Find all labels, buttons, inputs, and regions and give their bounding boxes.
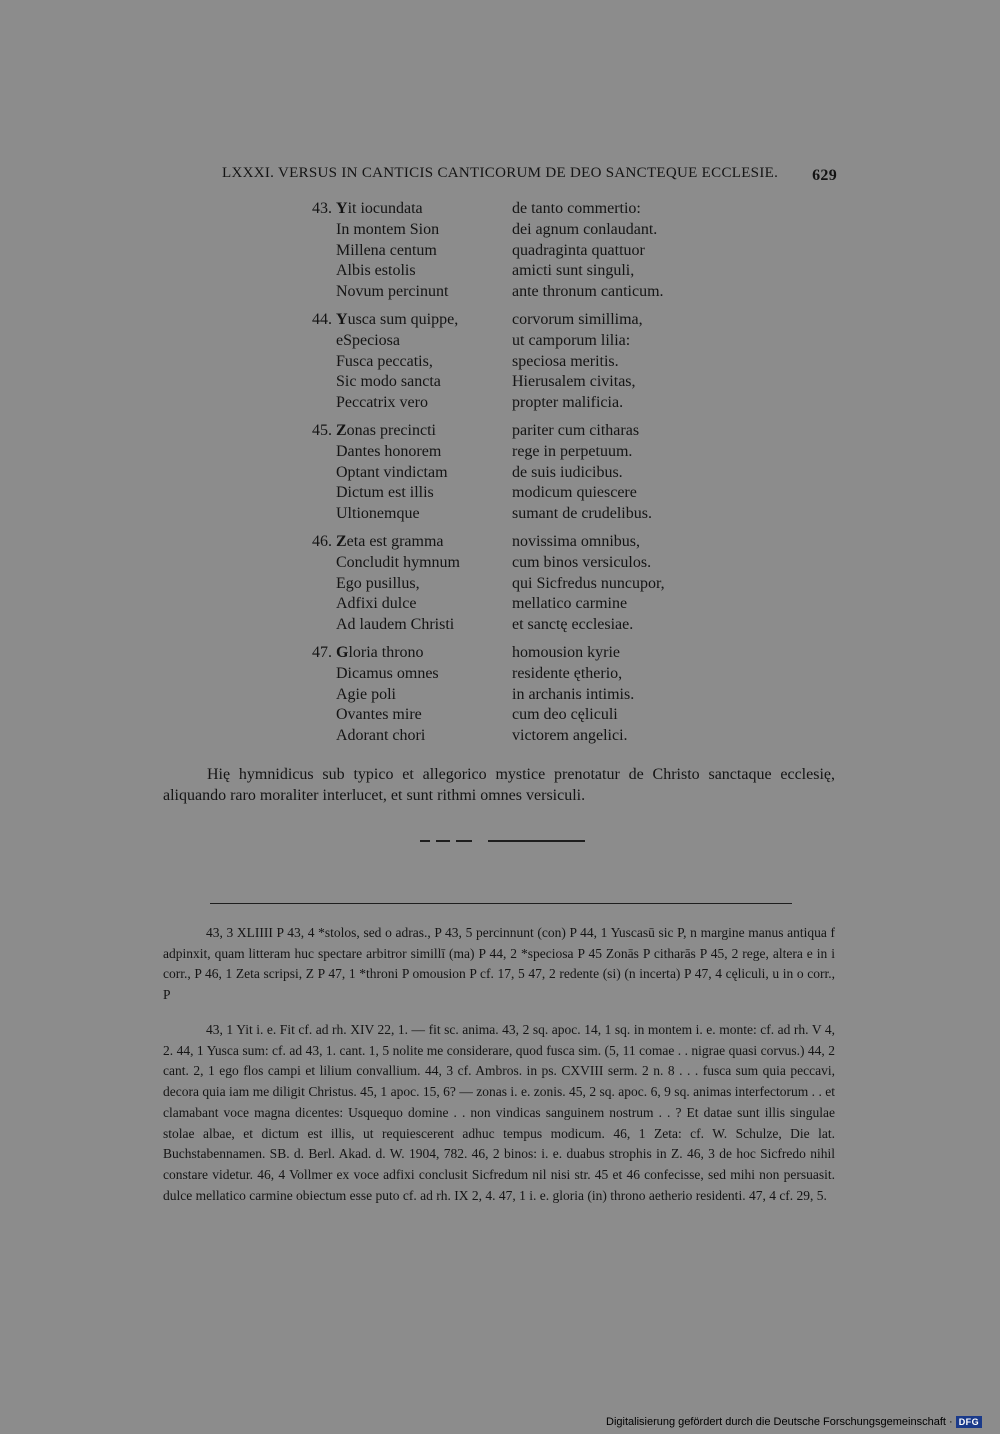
verse-line [300, 532, 720, 553]
stanza [300, 310, 720, 414]
verse-first-half-text: loria throno [348, 643, 424, 661]
verse-line [300, 726, 720, 747]
verse-line [300, 574, 720, 595]
verse-first-half-text: Ego pusillus, [336, 574, 420, 592]
poem-stanzas [300, 199, 720, 754]
verse-first-half-text: Novum percinunt [336, 283, 449, 301]
verse-second-half: amicti sunt singuli, [512, 262, 635, 280]
verse-line [300, 352, 720, 373]
verse-first-half-text: Ad laudem Christi [336, 616, 455, 634]
stanza [300, 643, 720, 747]
verse-second-half: rege in perpetuum. [512, 442, 633, 460]
verse-second-half: cum deo cęliculi [512, 706, 618, 724]
apparatus-fontium [163, 1020, 835, 1206]
verse-first-half-text: Sic modo sancta [336, 373, 441, 391]
verse-first-half [336, 352, 433, 373]
verse-line [300, 331, 720, 352]
verse-second-half: dei agnum conlaudant. [512, 220, 658, 238]
verse-first-half [336, 483, 434, 504]
verse-first-half-text: Ovantes mire [336, 706, 422, 724]
verse-first-half [336, 574, 420, 595]
verse-second-half: residente ętherio, [512, 664, 623, 682]
funding-note: Digitalisierung gefördert durch die Deutsche Forschungsgemeinschaft · [606, 1416, 953, 1428]
verse-first-half [336, 261, 416, 282]
verse-first-half-text: Fusca peccatis, [336, 352, 433, 370]
verse-line [300, 643, 720, 664]
verse-first-half-text: eta est gramma [346, 532, 444, 550]
verse-line [300, 705, 720, 726]
verse-first-half [336, 331, 400, 352]
verse-first-half-text: Dicamus omnes [336, 664, 439, 682]
verse-second-half: corvorum simillima, [512, 310, 643, 328]
verse-first-half-text: onas precincti [346, 421, 436, 439]
page-title: LXXXI. VERSUS IN CANTICIS CANTICORUM DE DEO SANCTEQUE ECCLESIE. [222, 165, 779, 181]
verse-first-half-text: Concludit hymnum [336, 553, 460, 571]
verse-second-half: mellatico carmine [512, 595, 628, 613]
stanza-number: 47. [312, 643, 332, 661]
verse-second-half: in archanis intimis. [512, 685, 635, 703]
verse-second-half: ut camporum lilia: [512, 331, 631, 349]
verse-first-half [336, 504, 420, 525]
verse-second-half: modicum quiescere [512, 484, 637, 502]
stanza [300, 421, 720, 525]
verse-line [300, 220, 720, 241]
verse-first-half [336, 421, 436, 442]
verse-first-half [336, 282, 448, 303]
verse-first-half-text: Millena centum [336, 241, 437, 259]
verse-second-half: pariter cum citharas [512, 421, 640, 439]
verse-first-half [336, 199, 423, 220]
apparatus-criticus-text: 43, 3 XLIIII P 43, 4 *stolos, sed o adras., P 43, 5 percinnunt (con) P 44, 1 Yuscasū sic P, n margine manus antiqua f adpinxit, quam litteram huc spectare arbitror simillī (ma) P 44, 2 *speciosa P 45 Zonās P citharās P 45, 2 rege, altera e in i corr., P 46, 1 Zeta scripsi, Z P 47, 1 *throni P omousion P cf. 17, 5 47, 2 redente (si) (n incerta) P 47, 4 cęliculi, u in o corr., P [163, 925, 835, 1003]
verse-line [300, 615, 720, 636]
stanza-number: 44. [312, 310, 332, 328]
verse-second-half: et sanctę ecclesiae. [512, 616, 634, 634]
verse-first-half-text: Adfixi dulce [336, 595, 417, 613]
verse-line [300, 442, 720, 463]
verse-first-half [336, 372, 441, 393]
verse-first-half [336, 220, 439, 241]
acrostic-initial: Y [336, 200, 348, 217]
verse-first-half [336, 643, 424, 664]
verse-line [300, 282, 720, 303]
apparatus-fontium-text: 43, 1 Yit i. e. Fit cf. ad rh. XIV 22, 1. — fit sc. anima. 43, 2 sq. apoc. 14, 1 sq. in montem i. e. monte: cf. ad rh. V 4, 2. 44, 1 Yusca sum: cf. ad 43, 1. cant. 1, 5 nolite me considerare, quod fusca sim. (5, 11 comae . . nigrae quasi corvus.) 44, 2 cant. 2, 1 ego flos campi et lilium convallium. 44, 3 cf. Ambros. in ps. CXVIII serm. 2 n. 8 . . . fusca sum quia peccavi, decora quia iam me diligit Christus. 45, 1 apoc. 15, 6? — zonas i. e. zonis. 45, 2 sq. apoc. 6, 9 sq. animas interfectorum . . et clamabant voce magna dicentes: Usquequo domine . . non vindicas sanguinem nostrum . . ? Et datae sunt illis singulae stolae albae, et dictum est illis, ut requiescerent adhuc tempus modicum. 46, 1 Zeta: cf. W. Schulze, Die lat. Buchstabennamen. SB. d. Berl. Akad. d. W. 1904, 782. 46, 2 binos: i. e. duabus strophis in Z. 46, 3 de hoc Sicfredo nihil constare videtur. 46, 4 Vollmer ex voce adfixi conclusit Sicfredum nil nisi str. 45 et 46 confecisse, sed mihi non persuasit. dulce mellatico carmine obiectum esse puto cf. ad rh. IX 2, 4. 47, 1 i. e. gloria (in) throno aetherio residenti. 47, 4 cf. 29, 5. [163, 1022, 835, 1203]
verse-first-half-text: Dantes honorem [336, 442, 442, 460]
verse-first-half-text: usca sum quippe, [347, 310, 459, 328]
verse-first-half-text: Agie poli [336, 685, 396, 703]
ornamental-divider [420, 840, 585, 842]
verse-first-half-text: Adorant chori [336, 727, 426, 745]
verse-second-half: ante thronum canticum. [512, 283, 664, 301]
verse-line [300, 421, 720, 442]
commentary-paragraph: Hię hymnidicus sub typico et allegorico mystice prenotatur de Christo sanctaque ecclesię, aliquando raro moraliter interlucet, et sunt rithmi omnes versiculi. [163, 766, 835, 804]
verse-line [300, 393, 720, 414]
acrostic-initial: Y [336, 310, 348, 328]
verse-second-half: victorem angelici. [512, 727, 628, 745]
verse-first-half [336, 594, 416, 615]
verse-second-half: speciosa meritis. [512, 352, 619, 370]
verse-second-half: quadraginta quattuor [512, 241, 645, 259]
verse-line [300, 504, 720, 525]
verse-line [300, 261, 720, 282]
page-number: 629 [812, 167, 837, 184]
verse-first-half-text: Peccatrix vero [336, 394, 428, 412]
verse-line [300, 310, 720, 331]
verse-line [300, 594, 720, 615]
stanza-number: 43. [312, 200, 332, 217]
verse-second-half: propter malificia. [512, 394, 624, 412]
dfg-logo: DFG [956, 1416, 983, 1428]
verse-second-half: novissima omnibus, [512, 532, 641, 550]
acrostic-initial: Z [336, 532, 347, 550]
verse-second-half: de suis iudicibus. [512, 463, 623, 481]
verse-line [300, 199, 720, 220]
verse-first-half [336, 463, 448, 484]
verse-line [300, 664, 720, 685]
verse-line [300, 483, 720, 504]
stanza [300, 199, 720, 303]
stanza-number: 46. [312, 532, 332, 550]
verse-first-half-text: In montem Sion [336, 220, 440, 238]
verse-first-half-text: Ultionemque [336, 505, 420, 523]
verse-second-half: Hierusalem civitas, [512, 373, 636, 391]
acrostic-initial: G [336, 643, 349, 661]
verse-first-half [336, 726, 425, 747]
verse-line [300, 241, 720, 262]
apparatus-criticus [163, 923, 835, 1006]
verse-second-half: sumant de crudelibus. [512, 505, 652, 523]
verse-line [300, 553, 720, 574]
verse-first-half [336, 664, 439, 685]
footer [606, 1416, 982, 1428]
verse-first-half-text: Optant vindictam [336, 463, 448, 481]
verse-first-half [336, 241, 437, 262]
verse-second-half: cum binos versiculos. [512, 553, 652, 571]
acrostic-initial: Z [336, 421, 347, 439]
verse-second-half: de tanto commertio: [512, 200, 641, 217]
verse-first-half [336, 553, 460, 574]
stanza [300, 532, 720, 636]
verse-first-half [336, 393, 428, 414]
verse-second-half: qui Sicfredus nuncupor, [512, 574, 665, 592]
verse-line [300, 463, 720, 484]
verse-first-half [336, 705, 422, 726]
verse-first-half [336, 685, 396, 706]
verse-first-half [336, 310, 458, 331]
verse-first-half [336, 615, 454, 636]
verse-first-half-text: Albis estolis [336, 262, 416, 280]
verse-line [300, 372, 720, 393]
verse-first-half [336, 532, 444, 553]
verse-first-half-text: Dictum est illis [336, 484, 434, 502]
stanza-number: 45. [312, 421, 332, 439]
verse-first-half-text: eSpeciosa [336, 331, 400, 349]
verse-first-half [336, 442, 441, 463]
verse-first-half-text: it iocundata [347, 200, 423, 217]
footnote-rule [210, 903, 792, 904]
verse-second-half: homousion kyrie [512, 643, 620, 661]
verse-line [300, 685, 720, 706]
